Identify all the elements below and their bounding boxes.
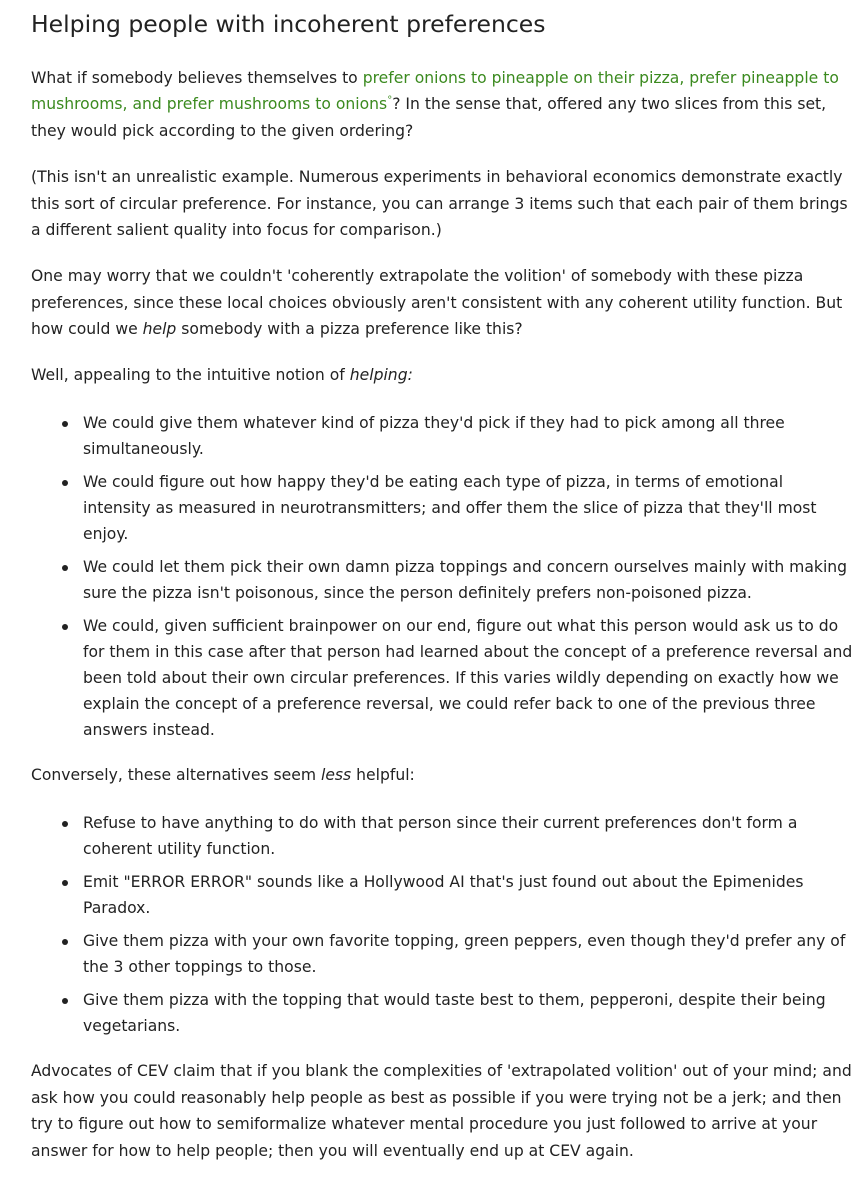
bullet-icon [62, 480, 68, 486]
preference-link[interactable]: prefer onions to pineapple on their pizza, prefer pineapple to mushrooms, and prefer mushrooms to onions [31, 69, 839, 114]
conversely-emphasis: less [320, 766, 352, 785]
conversely-text-after: helpful: [351, 766, 415, 785]
list-item-text: We could, given sufficient brainpower on our end, figure out what this person would ask us to do for them in this case after that person had learned about the concept of a preference reversal and been told about their own circular preferences. If this varies wildly depending on exactly how we explain the concept of a preference reversal, we could refer back to one of the previous three answers instead. [83, 617, 853, 740]
list-item [31, 869, 855, 921]
unhelpful-list [31, 810, 855, 1039]
list-item [31, 928, 855, 980]
list-item [31, 810, 855, 862]
intro-text-after: ? In the sense that, offered any two slices from this set, they would pick according to the given ordering? [31, 95, 827, 140]
helpful-list [31, 410, 855, 743]
helping-emphasis: helping: [349, 365, 413, 384]
conversely-paragraph [31, 762, 855, 788]
list-item [31, 554, 855, 606]
list-item [31, 613, 855, 743]
list-item-text: Give them pizza with the topping that would taste best to them, pepperoni, despite their being vegetarians. [83, 991, 826, 1036]
list-item-text: Give them pizza with your own favorite topping, green peppers, even though they'd prefer any of the 3 other toppings to those. [83, 932, 846, 977]
helping-paragraph [31, 362, 855, 388]
worry-emphasis: help [142, 320, 177, 339]
conversely-text-before: Conversely, these alternatives seem [31, 766, 321, 785]
bullet-icon [62, 624, 68, 630]
worry-text-before: One may worry that we couldn't 'coherently extrapolate the volition' of somebody with these pizza preferences, since these local choices obviously aren't consistent with any coherent utility function. But how could we [31, 267, 843, 339]
helping-text-before: Well, appealing to the intuitive notion of [31, 365, 350, 384]
bullet-icon [62, 998, 68, 1004]
bullet-icon [62, 421, 68, 427]
bullet-icon [62, 565, 68, 571]
intro-paragraph [31, 65, 855, 144]
list-item [31, 987, 855, 1039]
list-item-text: We could let them pick their own damn pizza toppings and concern ourselves mainly with making sure the pizza isn't poisonous, since the person definitely prefers non-poisoned pizza. [83, 558, 848, 603]
conclusion-paragraph: Advocates of CEV claim that if you blank the complexities of 'extrapolated volition' out of your mind; and ask how you could reasonably help people as best as possible if you were trying not be a jerk; and then try to figure out how to semiformalize whatever mental procedure you just followed to arrive at your answer for how to help people; then you will eventually end up at CEV again. [31, 1062, 852, 1160]
list-item-text: We could figure out how happy they'd be eating each type of pizza, in terms of emotional intensity as measured in neurotransmitters; and offer them the slice of pizza that they'll most enjoy. [83, 473, 817, 544]
list-item-text: Refuse to have anything to do with that person since their current preferences don't form a coherent utility function. [83, 814, 798, 859]
worry-paragraph [31, 263, 855, 342]
bullet-icon [62, 939, 68, 945]
example-paragraph: (This isn't an unrealistic example. Numerous experiments in behavioral economics demonstrate exactly this sort of circular preference. For instance, you can arrange 3 items such that each pair of them brings a different salient quality into focus for comparison.) [31, 168, 848, 240]
list-item-text: We could give them whatever kind of pizza they'd pick if they had to pick among all three simultaneously. [83, 414, 785, 459]
list-item [31, 469, 855, 547]
bullet-icon [62, 880, 68, 886]
link-marker-icon[interactable]: ° [387, 95, 393, 107]
list-item [31, 410, 855, 462]
intro-text-before: What if somebody believes themselves to [31, 69, 363, 87]
list-item-text: Emit "ERROR ERROR" sounds like a Hollywood AI that's just found out about the Epimenides Paradox. [83, 873, 804, 918]
page-title: Helping people with incoherent preferences [31, 10, 546, 38]
worry-text-after: somebody with a pizza preference like this? [176, 320, 523, 339]
bullet-icon [62, 821, 68, 827]
